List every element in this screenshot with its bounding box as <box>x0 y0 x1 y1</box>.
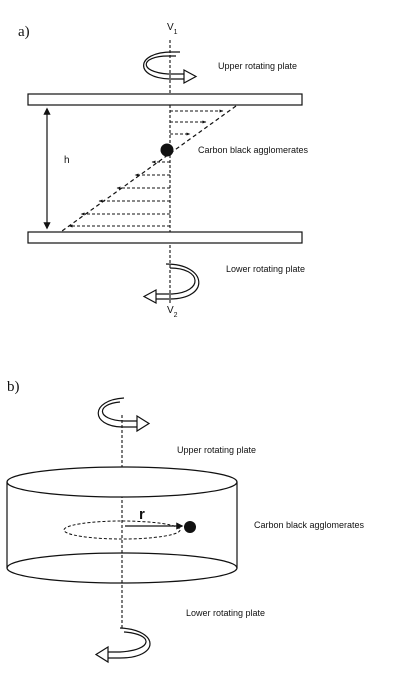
panel-b <box>7 379 365 662</box>
lower-rotation-arrow-icon <box>144 264 199 303</box>
carbon-black-particle <box>161 144 174 157</box>
lower-plate-label-b: Lower rotating plate <box>186 608 266 618</box>
v2-subscript: 2 <box>173 312 178 319</box>
lower-rotation-arrow-b-icon <box>96 628 150 662</box>
upper-plate-label-b: Upper rotating plate <box>177 445 257 455</box>
gap-label: h <box>64 155 70 166</box>
velocity-arrows-lower <box>69 162 170 226</box>
upper-rotation-arrow-b-icon <box>98 398 149 431</box>
particle-label: Carbon black agglomerates <box>198 145 309 155</box>
v2-label <box>167 305 178 319</box>
upper-plate-label: Upper rotating plate <box>218 61 298 71</box>
radius-label: r <box>139 506 145 523</box>
lower-plate-label: Lower rotating plate <box>226 264 306 274</box>
v1-label <box>167 22 178 36</box>
carbon-black-particle-b <box>184 521 196 533</box>
upper-plate <box>28 94 302 105</box>
lower-plate <box>28 232 302 243</box>
panel-a <box>18 22 309 319</box>
v1-subscript: 1 <box>173 29 178 36</box>
particle-label-b: Carbon black agglomerates <box>254 520 365 530</box>
v1-letter: V <box>167 22 174 33</box>
velocity-profile-line <box>62 106 236 231</box>
velocity-arrows-upper <box>170 111 223 134</box>
panel-b-label: b) <box>7 379 20 395</box>
panel-a-label: a) <box>18 24 30 40</box>
v2-letter: V <box>167 305 174 316</box>
